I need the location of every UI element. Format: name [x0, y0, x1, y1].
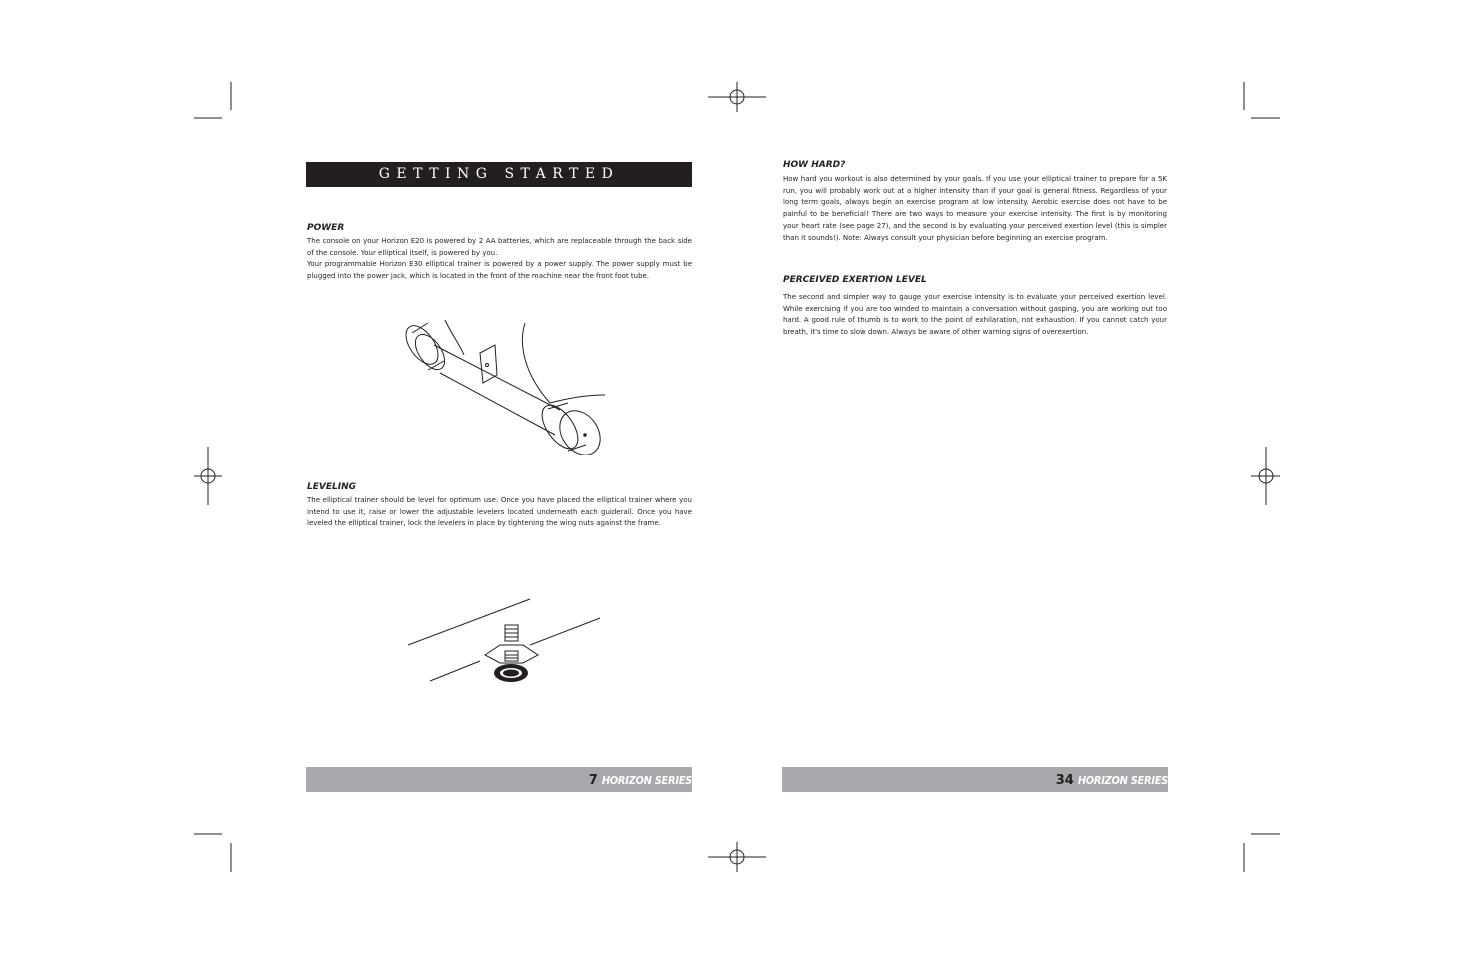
footer-left — [306, 767, 692, 792]
how-hard-heading: HOW HARD? — [783, 160, 846, 170]
power-heading: POWER — [307, 223, 345, 233]
section-banner: GETTING STARTED — [306, 162, 692, 187]
leveling-heading: LEVELING — [307, 482, 356, 492]
page-number: 7 — [588, 773, 598, 788]
power-text-line: Your programmable Horizon E30 elliptical trainer is powered by a power supply. The power supply must be plugged into the power jack, which is located in the front of the machine near the front foot tube. — [307, 260, 692, 281]
page-number: 34 — [1055, 773, 1074, 788]
perceived-exertion-heading: PERCEIVED EXERTION LEVEL — [783, 275, 927, 285]
front-foot-tube-illustration — [400, 315, 615, 455]
power-text — [307, 236, 692, 283]
series-label: HORIZON SERIES — [601, 774, 692, 787]
power-text-line: The console on your Horizon E20 is powered by 2 AA batteries, which are replaceable through the back side of the console. Your elliptical itself, is powered by you. — [307, 237, 692, 257]
leveler-illustration — [405, 595, 605, 690]
perceived-exertion-text: The second and simpler way to gauge your exercise intensity is to evaluate your perceived exertion level. While exercising if you are too winded to maintain a conversation without gasping, you are working out too hard. A good rule of thumb is to work to the point of exhilaration, not exhaustion. If you cannot catch your breath, it's time to slow down. Always be aware of other warning signs of overexertion. — [783, 293, 1167, 337]
leveling-text: The elliptical trainer should be level for optimum use. Once you have placed the elliptical trainer where you intend to use it, raise or lower the adjustable levelers located underneath each guiderail. Once you have leveled the elliptical trainer, lock the levelers in place by tightening the wing nuts against the frame. — [307, 496, 692, 528]
footer-right — [782, 767, 1168, 792]
series-label: HORIZON SERIES — [1077, 774, 1168, 787]
how-hard-text: How hard you workout is also determined by your goals. If you use your elliptical trainer to prepare for a 5K run, you will probably work out at a higher intensity than if your goal is general fitness. Regardless of your long term goals, always begin an exercise program at low intensity. Aerobic exercise does not have to be painful to be beneficial! There are two ways to measure your exercise intensity. The first is by monitoring your heart rate (see page 27), and the second is by evaluating your perceived exertion level (this is simpler than it sounds!). Note: Always consult your physician before beginning an exercise program. — [783, 175, 1167, 242]
